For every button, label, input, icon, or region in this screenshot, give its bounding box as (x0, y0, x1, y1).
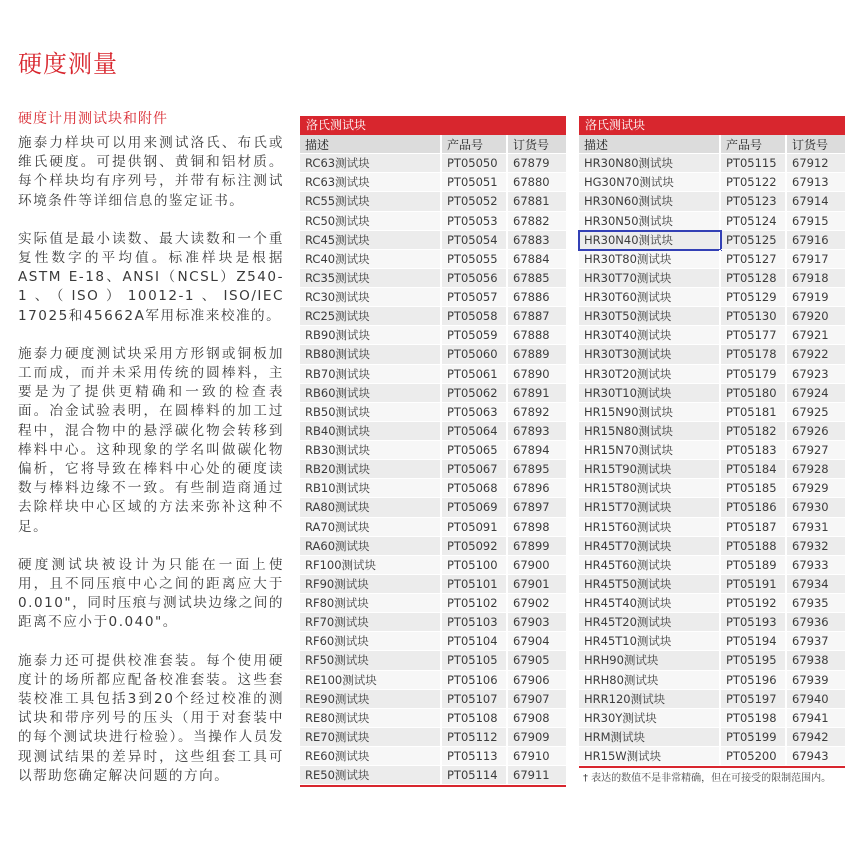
table-row (579, 728, 845, 747)
cell-order-no: 67935 (787, 594, 845, 613)
cell-description: RE90测试块 (300, 690, 442, 709)
cell-order-no: 67890 (508, 365, 566, 384)
cell-product-no: PT05067 (442, 460, 508, 479)
cell-description: RE60测试块 (300, 747, 442, 766)
cell-product-no: PT05200 (721, 747, 787, 766)
page-title: 硬度测量 (18, 50, 118, 78)
cell-product-no: PT05197 (721, 690, 787, 709)
cell-order-no: 67918 (787, 269, 845, 288)
cell-description: RA60测试块 (300, 537, 442, 556)
cell-description: HR30N40测试块 (579, 231, 721, 250)
cell-description: RB70测试块 (300, 365, 442, 384)
header-order-no: 订货号 (787, 135, 845, 154)
cell-description: RE100测试块 (300, 671, 442, 690)
cell-order-no: 67891 (508, 384, 566, 403)
cell-description: HR30N80测试块 (579, 154, 721, 173)
cell-product-no: PT05124 (721, 212, 787, 231)
cell-description: HR30T70测试块 (579, 269, 721, 288)
table-row (300, 250, 566, 269)
cell-product-no: PT05053 (442, 212, 508, 231)
table-row (579, 384, 845, 403)
cell-order-no: 67912 (787, 154, 845, 173)
cell-description: HR15T90测试块 (579, 460, 721, 479)
cell-product-no: PT05051 (442, 173, 508, 192)
table-row (579, 498, 845, 517)
table-row (300, 671, 566, 690)
cell-order-no: 67904 (508, 632, 566, 651)
cell-description: HR15N70测试块 (579, 441, 721, 460)
cell-product-no: PT05192 (721, 594, 787, 613)
cell-product-no: PT05065 (442, 441, 508, 460)
cell-order-no: 67887 (508, 307, 566, 326)
table-row (300, 231, 566, 250)
cell-order-no: 67880 (508, 173, 566, 192)
table-row (579, 307, 845, 326)
table-row (300, 709, 566, 728)
table-row (579, 518, 845, 537)
cell-product-no: PT05113 (442, 747, 508, 766)
cell-order-no: 67883 (508, 231, 566, 250)
cell-order-no: 67879 (508, 154, 566, 173)
cell-order-no: 67881 (508, 192, 566, 211)
table-row (300, 479, 566, 498)
cell-product-no: PT05059 (442, 326, 508, 345)
cell-product-no: PT05054 (442, 231, 508, 250)
table-row (579, 326, 845, 345)
cell-order-no: 67892 (508, 403, 566, 422)
cell-description: HR30T50测试块 (579, 307, 721, 326)
cell-product-no: PT05114 (442, 766, 508, 785)
cell-order-no: 67888 (508, 326, 566, 345)
cell-description: HR30T40测试块 (579, 326, 721, 345)
cell-order-no: 67937 (787, 632, 845, 651)
cell-product-no: PT05101 (442, 575, 508, 594)
cell-product-no: PT05123 (721, 192, 787, 211)
cell-description: RF100测试块 (300, 556, 442, 575)
cell-product-no: PT05186 (721, 498, 787, 517)
cell-order-no: 67930 (787, 498, 845, 517)
cell-product-no: PT05194 (721, 632, 787, 651)
table-row (300, 766, 566, 785)
cell-order-no: 67900 (508, 556, 566, 575)
cell-product-no: PT05104 (442, 632, 508, 651)
cell-description: HG30N70测试块 (579, 173, 721, 192)
paragraph-5: 施泰力还可提供校准套装。每个使用硬度计的场所都应配备校准套装。这些套装校准工具包括3到20个经过校准的测试块和带序列号的压头（用于对套装中的每个测试块进行检验）。当操作人员发现测试结果的差异时，这些组套工具可以帮助您确定解决问题的方向。 (18, 652, 284, 784)
cell-description: HR45T60测试块 (579, 556, 721, 575)
table-row (579, 460, 845, 479)
cell-description: HRM测试块 (579, 728, 721, 747)
cell-order-no: 67929 (787, 479, 845, 498)
cell-order-no: 67902 (508, 594, 566, 613)
cell-product-no: PT05057 (442, 288, 508, 307)
table-title: 洛氏测试块 (579, 116, 845, 135)
rockwell-table-left (300, 116, 566, 787)
cell-order-no: 67922 (787, 345, 845, 364)
cell-product-no: PT05198 (721, 709, 787, 728)
table-row (300, 613, 566, 632)
table-row (300, 518, 566, 537)
table-row (579, 288, 845, 307)
cell-product-no: PT05064 (442, 422, 508, 441)
cell-product-no: PT05102 (442, 594, 508, 613)
table-row (300, 212, 566, 231)
paragraph-4: 硬度测试块被设计为只能在一面上使用，且不同压痕中心之间的距离应大于0.010"，同时压痕与测试块边缘之间的距离不应小于0.040"。 (18, 556, 284, 631)
cell-order-no: 67933 (787, 556, 845, 575)
rockwell-table-right (579, 116, 845, 786)
paragraph-1: 施泰力样块可以用来测试洛氏、布氏或维氏硬度。可提供钢、黄铜和铝材质。每个样块均有序列号，并带有标注测试环境条件等详细信息的鉴定证书。 (18, 135, 284, 209)
cell-product-no: PT05091 (442, 518, 508, 537)
cell-product-no: PT05130 (721, 307, 787, 326)
table-row (579, 709, 845, 728)
cell-order-no: 67911 (508, 766, 566, 785)
table-row (579, 556, 845, 575)
cell-product-no: PT05189 (721, 556, 787, 575)
table-row (300, 632, 566, 651)
cell-product-no: PT05199 (721, 728, 787, 747)
table-bottom-rule (579, 766, 845, 768)
cell-order-no: 67896 (508, 479, 566, 498)
table-row (579, 575, 845, 594)
cell-order-no: 67893 (508, 422, 566, 441)
cell-product-no: PT05055 (442, 250, 508, 269)
cell-product-no: PT05062 (442, 384, 508, 403)
table-row (300, 345, 566, 364)
cell-product-no: PT05193 (721, 613, 787, 632)
cell-product-no: PT05060 (442, 345, 508, 364)
cell-product-no: PT05103 (442, 613, 508, 632)
cell-order-no: 67939 (787, 671, 845, 690)
table-row (300, 173, 566, 192)
cell-order-no: 67914 (787, 192, 845, 211)
cell-product-no: PT05178 (721, 345, 787, 364)
cell-order-no: 67921 (787, 326, 845, 345)
cell-description: RC30测试块 (300, 288, 442, 307)
cell-product-no: PT05182 (721, 422, 787, 441)
table-row (300, 460, 566, 479)
cell-order-no: 67894 (508, 441, 566, 460)
cell-description: RC45测试块 (300, 231, 442, 250)
cell-description: HR30N50测试块 (579, 212, 721, 231)
table-row (300, 326, 566, 345)
cell-description: HR15N80测试块 (579, 422, 721, 441)
table-row (300, 537, 566, 556)
table-row (300, 384, 566, 403)
cell-order-no: 67919 (787, 288, 845, 307)
cell-product-no: PT05185 (721, 479, 787, 498)
cell-description: HR30T60测试块 (579, 288, 721, 307)
cell-order-no: 67925 (787, 403, 845, 422)
cell-description: HRR120测试块 (579, 690, 721, 709)
cell-product-no: PT05180 (721, 384, 787, 403)
table-row (300, 403, 566, 422)
cell-description: HRH80测试块 (579, 671, 721, 690)
table-row (579, 173, 845, 192)
cell-product-no: PT05061 (442, 365, 508, 384)
cell-description: RB20测试块 (300, 460, 442, 479)
cell-order-no: 67901 (508, 575, 566, 594)
table-row (579, 192, 845, 211)
cell-order-no: 67909 (508, 728, 566, 747)
cell-order-no: 67924 (787, 384, 845, 403)
table-row (300, 498, 566, 517)
table-row (579, 403, 845, 422)
cell-order-no: 67898 (508, 518, 566, 537)
cell-order-no: 67942 (787, 728, 845, 747)
cell-order-no: 67936 (787, 613, 845, 632)
table-row (300, 269, 566, 288)
cell-description: RC50测试块 (300, 212, 442, 231)
cell-description: RA70测试块 (300, 518, 442, 537)
table-row (579, 154, 845, 173)
cell-order-no: 67895 (508, 460, 566, 479)
table-row (300, 651, 566, 670)
cell-order-no: 67920 (787, 307, 845, 326)
cell-order-no: 67886 (508, 288, 566, 307)
cell-description: HR15T60测试块 (579, 518, 721, 537)
table-row (579, 632, 845, 651)
cell-description: RB90测试块 (300, 326, 442, 345)
cell-description: HR15T80测试块 (579, 479, 721, 498)
cell-description: HR15N90测试块 (579, 403, 721, 422)
table-row (300, 728, 566, 747)
cell-product-no: PT05129 (721, 288, 787, 307)
cell-order-no: 67926 (787, 422, 845, 441)
cell-order-no: 67897 (508, 498, 566, 517)
cell-description: HR30Y测试块 (579, 709, 721, 728)
cell-product-no: PT05128 (721, 269, 787, 288)
cell-description: RF60测试块 (300, 632, 442, 651)
cell-description: RC25测试块 (300, 307, 442, 326)
cell-order-no: 67916 (787, 231, 845, 250)
cell-order-no: 67941 (787, 709, 845, 728)
cell-description: HR45T50测试块 (579, 575, 721, 594)
cell-description: RF90测试块 (300, 575, 442, 594)
cell-product-no: PT05195 (721, 651, 787, 670)
table-row (579, 537, 845, 556)
cell-product-no: PT05108 (442, 709, 508, 728)
cell-product-no: PT05092 (442, 537, 508, 556)
header-product-no: 产品号 (721, 135, 787, 154)
cell-description: HR30T10测试块 (579, 384, 721, 403)
cell-order-no: 67882 (508, 212, 566, 231)
table-row (579, 365, 845, 384)
cell-order-no: 67917 (787, 250, 845, 269)
table-row (579, 747, 845, 766)
cell-product-no: PT05184 (721, 460, 787, 479)
cell-description: HRH90测试块 (579, 651, 721, 670)
cell-description: RE80测试块 (300, 709, 442, 728)
cell-description: RA80测试块 (300, 498, 442, 517)
cell-product-no: PT05105 (442, 651, 508, 670)
table-row (579, 212, 845, 231)
cell-description: RE50测试块 (300, 766, 442, 785)
table-body (300, 154, 566, 785)
cell-product-no: PT05191 (721, 575, 787, 594)
cell-description: RB30测试块 (300, 441, 442, 460)
cell-description: HR30T80测试块 (579, 250, 721, 269)
header-product-no: 产品号 (442, 135, 508, 154)
cell-product-no: PT05179 (721, 365, 787, 384)
table-row (579, 441, 845, 460)
cell-order-no: 67923 (787, 365, 845, 384)
cell-description: RC55测试块 (300, 192, 442, 211)
cell-product-no: PT05100 (442, 556, 508, 575)
cell-description: HR45T20测试块 (579, 613, 721, 632)
cell-product-no: PT05050 (442, 154, 508, 173)
cell-description: RC63测试块 (300, 173, 442, 192)
cell-product-no: PT05183 (721, 441, 787, 460)
cell-product-no: PT05177 (721, 326, 787, 345)
cell-description: RB50测试块 (300, 403, 442, 422)
table-row (579, 671, 845, 690)
cell-description: HR30T30测试块 (579, 345, 721, 364)
cell-product-no: PT05188 (721, 537, 787, 556)
table-row (579, 422, 845, 441)
cell-description: HR30T20测试块 (579, 365, 721, 384)
cell-description: RC35测试块 (300, 269, 442, 288)
table-row (579, 690, 845, 709)
cell-order-no: 67906 (508, 671, 566, 690)
table-header-row (579, 135, 845, 154)
table-row (300, 575, 566, 594)
cell-description: RF80测试块 (300, 594, 442, 613)
table-row (579, 594, 845, 613)
cell-product-no: PT05063 (442, 403, 508, 422)
cell-product-no: PT05127 (721, 250, 787, 269)
cell-order-no: 67927 (787, 441, 845, 460)
table-body (579, 154, 845, 766)
table-row (579, 250, 845, 269)
cell-description: RB10测试块 (300, 479, 442, 498)
cell-order-no: 67928 (787, 460, 845, 479)
table-row (300, 422, 566, 441)
table-bottom-rule (300, 785, 566, 787)
table-row (300, 288, 566, 307)
cell-product-no: PT05115 (721, 154, 787, 173)
table-row (579, 479, 845, 498)
table-row (300, 365, 566, 384)
table-row (579, 269, 845, 288)
cell-order-no: 67905 (508, 651, 566, 670)
cell-order-no: 67931 (787, 518, 845, 537)
table-row (579, 231, 845, 250)
cell-description: HR45T10测试块 (579, 632, 721, 651)
cell-description: RF70测试块 (300, 613, 442, 632)
cell-description: RC40测试块 (300, 250, 442, 269)
cell-description: HR45T70测试块 (579, 537, 721, 556)
table-row (300, 556, 566, 575)
cell-order-no: 67889 (508, 345, 566, 364)
cell-description: RC63测试块 (300, 154, 442, 173)
cell-description: RE70测试块 (300, 728, 442, 747)
cell-description: RB40测试块 (300, 422, 442, 441)
cell-product-no: PT05125 (721, 231, 787, 250)
table-row (300, 690, 566, 709)
intro-column (18, 108, 284, 805)
header-description: 描述 (579, 135, 721, 154)
table-row (300, 747, 566, 766)
cell-product-no: PT05106 (442, 671, 508, 690)
table-row (579, 651, 845, 670)
cell-product-no: PT05069 (442, 498, 508, 517)
table-title: 洛氏测试块 (300, 116, 566, 135)
table-row (300, 441, 566, 460)
header-description: 描述 (300, 135, 442, 154)
cell-order-no: 67908 (508, 709, 566, 728)
cell-product-no: PT05068 (442, 479, 508, 498)
cell-order-no: 67938 (787, 651, 845, 670)
cell-order-no: 67934 (787, 575, 845, 594)
cell-description: HR15T70测试块 (579, 498, 721, 517)
section-heading: 硬度计用测试块和附件 (18, 111, 168, 127)
table-row (300, 307, 566, 326)
cell-order-no: 67943 (787, 747, 845, 766)
table-row (300, 154, 566, 173)
cell-order-no: 67940 (787, 690, 845, 709)
paragraph-2: 实际值是最小读数、最大读数和一个重复性数字的平均值。标准样块是根据ASTM E-18、ANSI（NCSL）Z540-1、（ISO）10012-1、ISO/IEC 17025和45662A军用标准来校准的。 (18, 230, 284, 324)
cell-product-no: PT05056 (442, 269, 508, 288)
cell-product-no: PT05052 (442, 192, 508, 211)
cell-product-no: PT05058 (442, 307, 508, 326)
cell-description: HR15W测试块 (579, 747, 721, 766)
cell-description: HR45T40测试块 (579, 594, 721, 613)
cell-order-no: 67910 (508, 747, 566, 766)
footnote: † 表达的数值不是非常精确，但在可接受的限制范围内。 (583, 773, 832, 785)
cell-order-no: 67932 (787, 537, 845, 556)
table-header-row (300, 135, 566, 154)
cell-description: RF50测试块 (300, 651, 442, 670)
table-row (300, 594, 566, 613)
cell-product-no: PT05181 (721, 403, 787, 422)
cell-description: RB80测试块 (300, 345, 442, 364)
cell-order-no: 67915 (787, 212, 845, 231)
table-row (579, 345, 845, 364)
table-row (300, 192, 566, 211)
cell-product-no: PT05112 (442, 728, 508, 747)
cell-product-no: PT05196 (721, 671, 787, 690)
cell-description: HR30N60测试块 (579, 192, 721, 211)
cell-order-no: 67913 (787, 173, 845, 192)
cell-product-no: PT05122 (721, 173, 787, 192)
cell-order-no: 67903 (508, 613, 566, 632)
cell-product-no: PT05187 (721, 518, 787, 537)
cell-order-no: 67907 (508, 690, 566, 709)
header-order-no: 订货号 (508, 135, 566, 154)
cell-order-no: 67899 (508, 537, 566, 556)
table-row (579, 613, 845, 632)
cell-product-no: PT05107 (442, 690, 508, 709)
cell-order-no: 67885 (508, 269, 566, 288)
paragraph-3: 施泰力硬度测试块采用方形钢或铜板加工而成，而并未采用传统的圆棒料，主要是为了提供更精确和一致的检查表面。冶金试验表明，在圆棒料的加工过程中，混合物中的悬浮碳化物会转移到棒料中心。这种现象的学名叫做碳化物偏析，它将导致在棒料中心处的硬度读数与棒料边缘不一致。有些制造商通过去除样块中心区域的方法来弥补这种不足。 (18, 345, 284, 535)
cell-description: RB60测试块 (300, 384, 442, 403)
cell-order-no: 67884 (508, 250, 566, 269)
